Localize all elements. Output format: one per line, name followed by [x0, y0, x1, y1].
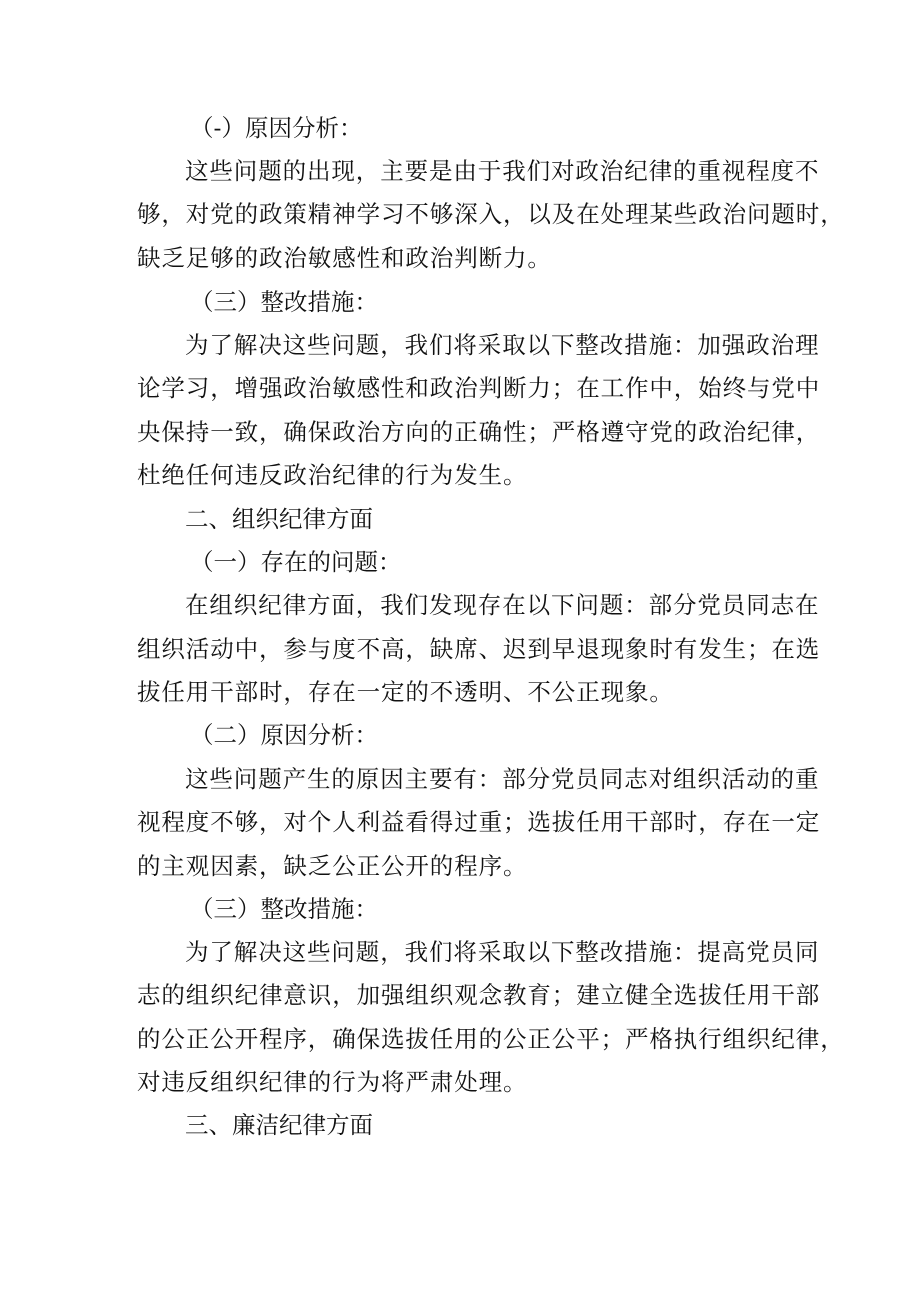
paragraph-line: 组织活动中，参与度不高，缺席、迟到早退现象时有发生；在选	[137, 635, 821, 663]
subheading-existing-problems: （一）存在的问题：	[190, 548, 402, 576]
paragraph-line: 的公正公开程序，确保选拔任用的公正公平；严格执行组织纪律，	[137, 1025, 845, 1053]
section-heading-organizational-discipline: 二、组织纪律方面	[185, 505, 373, 533]
paragraph-line: 缺乏足够的政治敏感性和政治判断力。	[137, 244, 552, 272]
paragraph-line: 在组织纪律方面，我们发现存在以下问题：部分党员同志在	[185, 591, 820, 619]
subheading-cause-analysis: （-）原因分析：	[190, 114, 363, 142]
paragraph-line: 对违反组织纪律的行为将严肃处理。	[137, 1068, 528, 1096]
subheading-cause-analysis-2: （二）原因分析：	[190, 721, 378, 749]
paragraph-line: 杜绝任何违反政治纪律的行为发生。	[137, 461, 528, 489]
subheading-rectification-measures: （三）整改措施：	[190, 288, 378, 316]
section-heading-integrity-discipline: 三、廉洁纪律方面	[185, 1111, 373, 1139]
paragraph-line: 为了解决这些问题，我们将采取以下整改措施：加强政治理	[185, 331, 820, 359]
paragraph-line: 够，对党的政策精神学习不够深入，以及在处理某些政治问题时，	[137, 200, 845, 228]
paragraph-line: 视程度不够，对个人利益看得过重；选拔任用干部时，存在一定	[137, 808, 821, 836]
paragraph-line: 央保持一致，确保政治方向的正确性；严格遵守党的政治纪律，	[137, 418, 821, 446]
paragraph-line: 志的组织纪律意识，加强组织观念教育；建立健全选拔任用干部	[137, 981, 821, 1009]
subheading-rectification-measures-2: （三）整改措施：	[190, 895, 378, 923]
paragraph-line: 为了解决这些问题，我们将采取以下整改措施：提高党员同	[185, 938, 820, 966]
paragraph-line: 论学习，增强政治敏感性和政治判断力；在工作中，始终与党中	[137, 374, 821, 402]
paragraph-line: 这些问题的出现，主要是由于我们对政治纪律的重视程度不	[185, 157, 820, 185]
paragraph-line: 拔任用干部时，存在一定的不透明、不公正现象。	[137, 678, 674, 706]
paragraph-line: 这些问题产生的原因主要有：部分党员同志对组织活动的重	[185, 765, 820, 793]
paragraph-line: 的主观因素，缺乏公正公开的程序。	[137, 852, 528, 880]
